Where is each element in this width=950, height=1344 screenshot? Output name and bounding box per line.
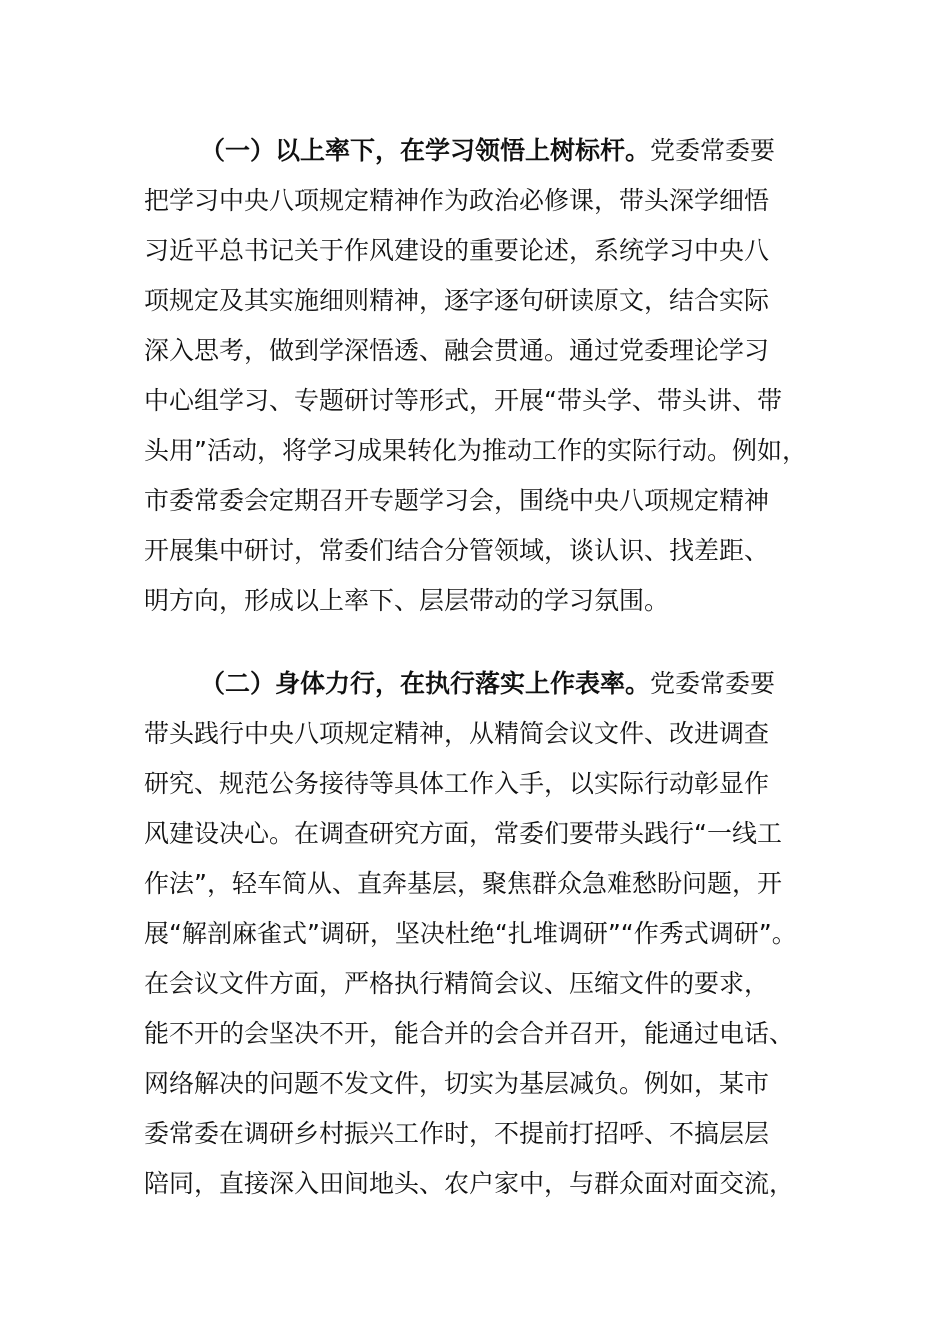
- paragraph-2-line-1: [144, 659, 814, 709]
- paragraph-1-line-8: 市委常委会定期召开专题学习会，围绕中央八项规定精神: [144, 486, 770, 515]
- paragraph-2-line-7: 在会议文件方面，严格执行精简会议、压缩文件的要求，: [144, 969, 770, 998]
- paragraph-2-line-10: 委常委在调研乡村振兴工作时，不提前打招呼、不搞层层: [144, 1119, 770, 1148]
- paragraph-1-text: 党委常委要: [650, 136, 776, 165]
- paragraph-1-line-10: 明方向，形成以上率下、层层带动的学习氛围。: [144, 586, 670, 615]
- paragraph-2-line-5: 作法”，轻车简从、直奔基层，聚焦群众急难愁盼问题，开: [144, 869, 782, 898]
- paragraph-2-heading: （二）身体力行，在执行落实上作表率。: [200, 669, 651, 698]
- paragraph-1-line-1: [144, 126, 814, 176]
- paragraph-2-line-6: 展“解剖麻雀式”调研，坚决杜绝“扎堆调研”“作秀式调研”。: [144, 919, 797, 948]
- paragraph-1-line-3: 习近平总书记关于作风建设的重要论述，系统学习中央八: [144, 236, 770, 265]
- paragraph-1-line-2: 把学习中央八项规定精神作为政治必修课，带头深学细悟: [144, 186, 770, 215]
- paragraph-1-heading: （一）以上率下，在学习领悟上树标杆。: [200, 136, 651, 165]
- paragraph-1: [144, 126, 814, 626]
- paragraph-2-line-4: 风建设决心。在调查研究方面，常委们要带头践行“一线工: [144, 819, 782, 848]
- paragraph-1-line-7: 头用”活动，将学习成果转化为推动工作的实际行动。例如，: [144, 436, 807, 465]
- paragraph-2-line-3: 研究、规范公务接待等具体工作入手，以实际行动彰显作: [144, 769, 770, 798]
- paragraph-2: [144, 659, 814, 1209]
- paragraph-1-line-9: 开展集中研讨，常委们结合分管领域，谈认识、找差距、: [144, 536, 770, 565]
- paragraph-2-text: 党委常委要: [650, 669, 776, 698]
- paragraph-2-line-2: 带头践行中央八项规定精神，从精简会议文件、改进调查: [144, 719, 770, 748]
- paragraph-1-line-4: 项规定及其实施细则精神，逐字逐句研读原文，结合实际: [144, 286, 770, 315]
- paragraph-1-line-5: 深入思考，做到学深悟透、融会贯通。通过党委理论学习: [144, 336, 770, 365]
- paragraph-2-line-8: 能不开的会坚决不开，能合并的会合并召开，能通过电话、: [144, 1019, 795, 1048]
- paragraph-2-line-9: 网络解决的问题不发文件，切实为基层减负。例如，某市: [144, 1069, 770, 1098]
- paragraph-1-line-6: 中心组学习、专题研讨等形式，开展“带头学、带头讲、带: [144, 386, 782, 415]
- paragraph-2-line-11: 陪同，直接深入田间地头、农户家中，与群众面对面交流，: [144, 1169, 795, 1198]
